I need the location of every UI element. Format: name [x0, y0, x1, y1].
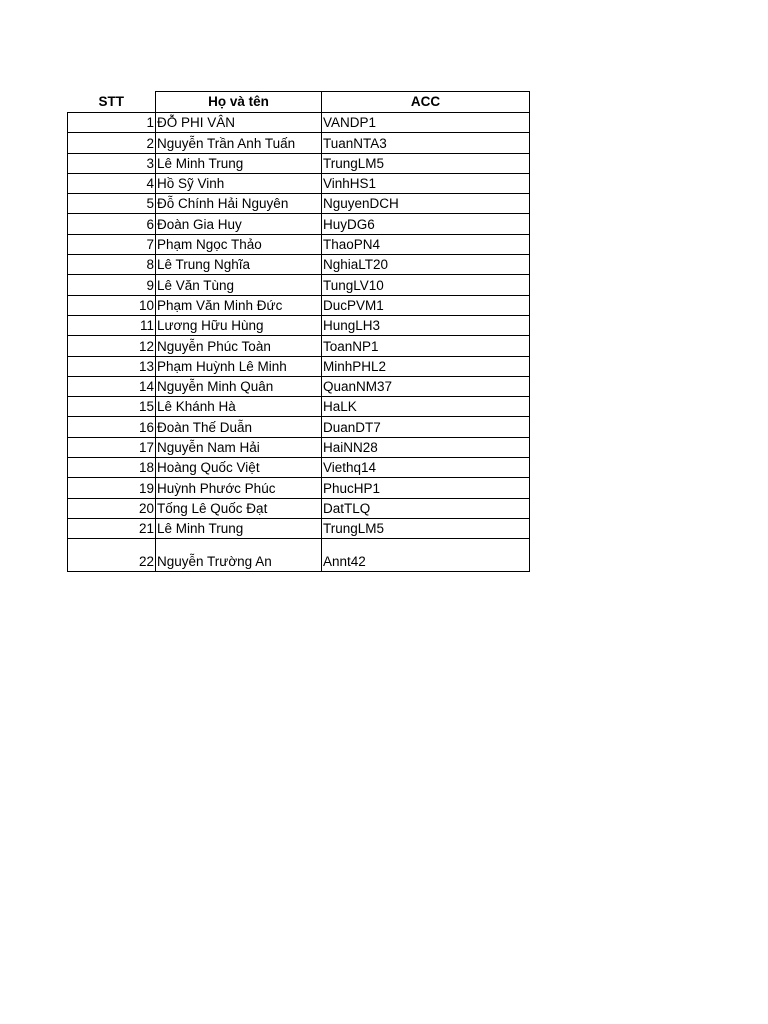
table-row — [68, 417, 530, 437]
cell-stt[interactable]: 7 — [68, 234, 156, 254]
table-row — [68, 255, 530, 275]
cell-acc[interactable]: TrungLM5 — [322, 153, 530, 173]
cell-acc[interactable]: TuanNTA3 — [322, 133, 530, 153]
cell-name[interactable]: Lương Hữu Hùng — [156, 315, 322, 335]
cell-stt[interactable]: 12 — [68, 336, 156, 356]
cell-name[interactable]: Hoàng Quốc Việt — [156, 458, 322, 478]
cell-stt[interactable]: 14 — [68, 376, 156, 396]
spreadsheet-sheet — [67, 91, 530, 572]
table-row — [68, 539, 530, 572]
cell-acc[interactable]: HaLK — [322, 397, 530, 417]
cell-stt[interactable]: 1 — [68, 113, 156, 133]
cell-name[interactable]: ĐỖ PHI VÂN — [156, 113, 322, 133]
cell-name[interactable]: Tống Lê Quốc Đạt — [156, 498, 322, 518]
account-table — [67, 91, 530, 572]
table-row — [68, 113, 530, 133]
cell-stt[interactable]: 16 — [68, 417, 156, 437]
cell-stt[interactable]: 8 — [68, 255, 156, 275]
cell-name[interactable]: Phạm Ngọc Thảo — [156, 234, 322, 254]
cell-acc[interactable]: HungLH3 — [322, 315, 530, 335]
cell-name[interactable]: Lê Trung Nghĩa — [156, 255, 322, 275]
cell-stt[interactable]: 11 — [68, 315, 156, 335]
table-row — [68, 376, 530, 396]
cell-acc[interactable]: Viethq14 — [322, 458, 530, 478]
cell-acc[interactable]: DucPVM1 — [322, 295, 530, 315]
cell-name[interactable]: Phạm Văn Minh Đức — [156, 295, 322, 315]
cell-acc[interactable]: HuyDG6 — [322, 214, 530, 234]
cell-name[interactable]: Lê Văn Tùng — [156, 275, 322, 295]
header-acc[interactable]: ACC — [322, 92, 530, 113]
cell-acc[interactable]: TrungLM5 — [322, 518, 530, 538]
table-row — [68, 336, 530, 356]
cell-stt[interactable]: 10 — [68, 295, 156, 315]
cell-acc[interactable]: DatTLQ — [322, 498, 530, 518]
cell-name[interactable]: Lê Minh Trung — [156, 518, 322, 538]
cell-acc[interactable]: ToanNP1 — [322, 336, 530, 356]
table-row — [68, 315, 530, 335]
cell-stt[interactable]: 17 — [68, 437, 156, 457]
header-stt[interactable]: STT — [68, 92, 156, 113]
cell-stt[interactable]: 5 — [68, 194, 156, 214]
cell-acc[interactable]: NghiaLT20 — [322, 255, 530, 275]
cell-acc[interactable]: ThaoPN4 — [322, 234, 530, 254]
cell-stt[interactable]: 15 — [68, 397, 156, 417]
cell-acc[interactable]: QuanNM37 — [322, 376, 530, 396]
cell-acc[interactable]: PhucHP1 — [322, 478, 530, 498]
cell-name[interactable]: Huỳnh Phước Phúc — [156, 478, 322, 498]
cell-stt[interactable]: 19 — [68, 478, 156, 498]
cell-stt[interactable]: 18 — [68, 458, 156, 478]
cell-stt[interactable]: 2 — [68, 133, 156, 153]
cell-acc[interactable]: VANDP1 — [322, 113, 530, 133]
table-row — [68, 437, 530, 457]
cell-stt[interactable]: 6 — [68, 214, 156, 234]
table-row — [68, 498, 530, 518]
cell-name[interactable]: Đỗ Chính Hải Nguyên — [156, 194, 322, 214]
cell-acc[interactable]: VinhHS1 — [322, 173, 530, 193]
table-row — [68, 458, 530, 478]
cell-name[interactable]: Nguyễn Phúc Toàn — [156, 336, 322, 356]
cell-name[interactable]: Đoàn Thế Duẫn — [156, 417, 322, 437]
table-row — [68, 356, 530, 376]
cell-stt[interactable]: 13 — [68, 356, 156, 376]
cell-stt[interactable]: 4 — [68, 173, 156, 193]
cell-name[interactable]: Phạm Huỳnh Lê Minh — [156, 356, 322, 376]
table-row — [68, 234, 530, 254]
cell-stt[interactable]: 20 — [68, 498, 156, 518]
table-row — [68, 214, 530, 234]
table-row — [68, 518, 530, 538]
table-row — [68, 194, 530, 214]
cell-stt[interactable]: 3 — [68, 153, 156, 173]
cell-name[interactable]: Đoàn Gia Huy — [156, 214, 322, 234]
table-row — [68, 153, 530, 173]
cell-name[interactable]: Nguyễn Trường An — [156, 539, 322, 572]
cell-name[interactable]: Lê Khánh Hà — [156, 397, 322, 417]
cell-name[interactable]: Hồ Sỹ Vinh — [156, 173, 322, 193]
cell-acc[interactable]: DuanDT7 — [322, 417, 530, 437]
cell-acc[interactable]: NguyenDCH — [322, 194, 530, 214]
table-row — [68, 275, 530, 295]
cell-name[interactable]: Nguyễn Nam Hải — [156, 437, 322, 457]
cell-name[interactable]: Nguyễn Minh Quân — [156, 376, 322, 396]
cell-name[interactable]: Nguyễn Trần Anh Tuấn — [156, 133, 322, 153]
table-row — [68, 133, 530, 153]
cell-acc[interactable]: TungLV10 — [322, 275, 530, 295]
table-row — [68, 295, 530, 315]
table-row — [68, 397, 530, 417]
header-name[interactable]: Họ và tên — [156, 92, 322, 113]
table-row — [68, 173, 530, 193]
cell-stt[interactable]: 22 — [68, 539, 156, 572]
cell-stt[interactable]: 21 — [68, 518, 156, 538]
cell-acc[interactable]: Annt42 — [322, 539, 530, 572]
cell-acc[interactable]: HaiNN28 — [322, 437, 530, 457]
cell-acc[interactable]: MinhPHL2 — [322, 356, 530, 376]
cell-stt[interactable]: 9 — [68, 275, 156, 295]
cell-name[interactable]: Lê Minh Trung — [156, 153, 322, 173]
header-row — [68, 92, 530, 113]
table-row — [68, 478, 530, 498]
